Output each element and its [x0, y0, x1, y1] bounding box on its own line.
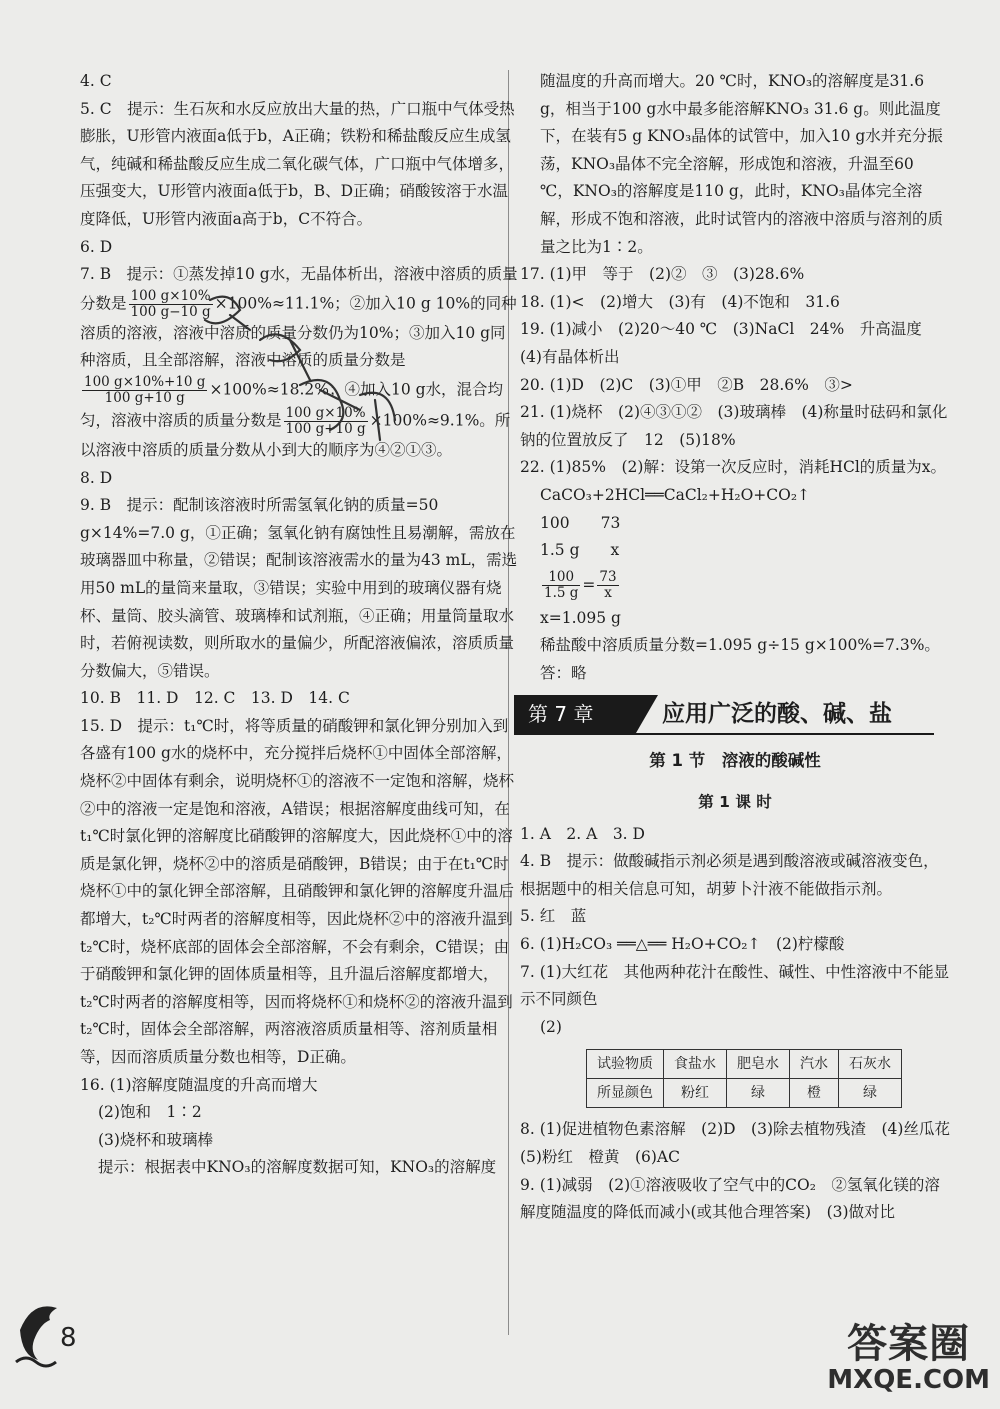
table-row: 所显颜色 粉红 绿 橙 绿 [587, 1079, 902, 1108]
chapter-tab-shape [636, 695, 658, 733]
answer-4: 4. C [80, 72, 112, 90]
answer-16-hint: 提示：根据表中KNO₃的溶解度数据可知，KNO₃的溶解度 [98, 1158, 497, 1177]
answer-ch7-7: 7. (1)大红花 其他两种花汁在酸性、碱性、中性溶液中不能显示不同颜色 [520, 962, 950, 1009]
ratio-line-1: 100 73 [540, 513, 621, 532]
answer-22: 22. (1)85% (2)解：设第一次反应时，消耗HCl的质量为x。 [520, 458, 947, 477]
watermark-logo: 答案圈 MXQE.COM [827, 1321, 990, 1395]
lesson-title: 第 1 课 时 [698, 793, 772, 812]
answer-7: 7. B 提示：①蒸发掉10 g水，无晶体析出，溶液中溶质的质量分数是 $\frac{100 g\times 10\%}{100 g-10 g}$ ×100%≈11.1%；②加入10 g 10%的同种溶质的溶液，溶液中溶质的质量分数仍为10%；③加入10 g同种溶质，且全部溶解，溶液中溶质的质量分数是 $\frac{100 g\times 10\%+10 g}{100 g+10 g}$ ×100%≈18.2%；④加入10 g水，混合均匀，溶液中溶质的质量分数是 $\frac{100 g\times 10\%}{100 g+10 g}$ ×100%≈9.1%。所以溶液中溶质的质量分数从小到大的顺序为④②①③。 [80, 265, 518, 459]
chapter-header [514, 693, 934, 737]
answer-20: 20. (1)D (2)C (3)①甲 ②B 28.6% ③> [520, 375, 853, 394]
answer-16-2: (2)饱和 1∶2 [98, 1103, 202, 1122]
answer-conclusion: 答：略 [540, 663, 587, 682]
dolphin-page-logo [12, 1290, 82, 1370]
answer-1-3: 1. A 2. A 3. D [520, 824, 645, 843]
result-percent: 稀盐酸中溶质质量分数=1.095 g÷15 g×100%=7.3%。 [540, 636, 940, 655]
answer-6: 6. D [80, 237, 113, 256]
answer-18: 18. (1)< (2)增大 (3)有 (4)不饱和 31.6 [520, 292, 840, 311]
fraction-1: $\frac{100 g\times 10\%}{100 g-10 g}$ [130, 287, 211, 320]
answer-15: 15. D 提示：t₁℃时，将等质量的硝酸钾和氯化钾分别加入到各盛有100 g水的烧杯中，充分搅拌后烧杯①中固体全部溶解，烧杯②中固体有剩余，说明烧杯①的溶液不一定饱和溶解，烧杯②中的溶液一定是饱和溶液，A错误；根据溶解度曲线可知，在t₁℃时氯化钾的溶解度比硝酸钾的溶解度大，因此烧杯①中的溶质是氯化钾，烧杯②中的溶质是硝酸钾，B错误；由于在t₁℃时烧杯①中的氯化钾全部溶解，且硝酸钾和氯化钾的溶解度升温后都增大，t₂℃时两者的溶解度相等，因此烧杯②中的溶液升温到t₂℃时，烧杯底部的固体会全部溶解，不会有剩余，C错误；由于硝酸钾和氯化钾的固体质量相等，且升温后溶解度都增大，t₂℃时两者的溶解度相等，因而将烧杯①和烧杯②的溶液升温到t₂℃时，固体会全部溶解，两溶液溶质质量相等、溶剂质量相等，因而溶质质量分数也相等，D正确。 [80, 716, 515, 1066]
answer-10-14: 10. B 11. D 12. C 13. D 14. C [80, 689, 350, 708]
chapter-number: 第 7 章 [514, 695, 636, 733]
color-table [586, 1049, 902, 1108]
answer-16-hint-cont: 随温度的升高而增大。20 ℃时，KNO₃的溶解度是31.6 g，相当于100 g水中最多能溶解KNO₃ 31.6 g。则此温度下，在装有5 g KNO₃晶体的试管中，加入10 g水并充分振荡，KNO₃晶体不完全溶解，形成饱和溶液，升温至60 ℃，KNO₃的溶解度是110 g，此时，KNO₃晶体完全溶解，形成不饱和溶液，此时试管内的溶液中溶质与溶剂的质量之比为1∶2。 [540, 72, 944, 256]
answer-16-3: (3)烧杯和玻璃棒 [98, 1130, 213, 1149]
answer-17: 17. (1)甲 等于 (2)② ③ (3)28.6% [520, 265, 805, 284]
section-title: 第 1 节 溶液的酸碱性 [649, 751, 821, 771]
result-x: x=1.095 g [540, 608, 621, 627]
chapter-title: 应用广泛的酸、碱、盐 [662, 701, 892, 728]
answer-ch7-8: 8. (1)促进植物色素溶解 (2)D (3)除去植物残渣 (4)丝瓜花 (5)粉红 橙黄 (6)AC [520, 1120, 966, 1166]
proportion: $\frac{100}{1.5 g}$ = $\frac{73}{x}$ [544, 569, 617, 602]
equation: CaCO₃+2HCl══CaCl₂+H₂O+CO₂↑ [540, 485, 811, 504]
left-column [80, 68, 520, 1182]
answer-21: 21. (1)烧杯 (2)④③①② (3)玻璃棒 (4)称量时砝码和氯化钠的位置放反了 12 (5)18% [520, 403, 948, 449]
answer-ch7-6: 6. (1)H₂CO₃ ══△══ H₂O+CO₂↑ (2)柠檬酸 [520, 935, 845, 954]
answer-9: 9. B 提示：配制该溶液时所需氢氧化钠的质量=50 g×14%=7.0 g，①正确；氢氧化钠有腐蚀性且易潮解，需放在玻璃器皿中称量，②错误；配制该溶液需水的量为43 mL，需选用50 mL的量筒来量取，③错误；实验中用到的玻璃仪器有烧杯、量筒、胶头滴管、玻璃棒和试剂瓶，④正确；用量筒量取水时，若俯视读数，则所取水的量偏少，所配溶液偏浓，溶质质量分数偏大，⑤错误。 [80, 496, 518, 680]
answer-16-1: 16. (1)溶解度随温度的升高而增大 [80, 1075, 318, 1094]
fraction-3: $\frac{100 g\times 10\%}{100 g+10 g}$ [285, 404, 366, 437]
page-number: 8 [60, 1323, 77, 1353]
answer-ch7-7-2: (2) [540, 1017, 562, 1036]
answer-5: 5. C 提示：生石灰和水反应放出大量的热，广口瓶中气体受热膨胀，U形管内液面a低于b，A正确；铁粉和稀盐酸反应生成氢气，纯碱和稀盐酸反应生成二氧化碳气体，广口瓶中气体增多，压强变大，U形管内液面a低于b，B、D正确；硝酸铵溶于水温度降低，U形管内液面a高于b，C不符合。 [80, 99, 515, 228]
table-row: 试验物质 食盐水 肥皂水 汽水 石灰水 [587, 1050, 902, 1079]
answer-19: 19. (1)减小 (2)20～40 ℃ (3)NaCl 24% 升高温度 (4)有晶体析出 [520, 320, 938, 366]
answer-ch7-9: 9. (1)减弱 (2)①溶液吸收了空气中的CO₂ ②氢氧化镁的溶解度随温度的降低而减小(或其他合理答案) (3)做对比 [520, 1175, 940, 1222]
answer-ch7-4: 4. B 提示：做酸碱指示剂必须是遇到酸溶液或碱溶液变色，根据题中的相关信息可知，胡萝卜汁液不能做指示剂。 [520, 852, 939, 898]
answer-8: 8. D [80, 468, 113, 487]
chapter-rule [514, 733, 934, 735]
fraction-2: $\frac{100 g\times 10\%+10 g}{100 g+10 g}$ [84, 373, 206, 406]
right-column [520, 68, 966, 1227]
ratio-line-2: 1.5 g x [540, 541, 620, 560]
answer-ch7-5: 5. 红 蓝 [520, 907, 587, 926]
